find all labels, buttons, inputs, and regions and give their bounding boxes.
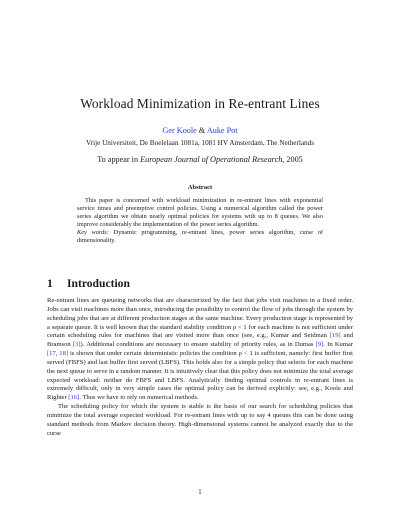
citation-link[interactable]: [3] [72,341,81,349]
author-separator: & [196,126,207,135]
p1-text-e: is shown that under certain deterministic policies the condition ρ < 1 is sufficient, namely: first buffer first served (FBFS) and last buffer first served (LBFS). This holds also for a simple policy that selects for each machine the next queue to serve in a random manner. It is intuitively clear that this policy does not minimize the total average expected workload: neither do FBFS and LBFS. Analytically finding optimal controls in re-entrant lines is extremely difficult, only in very simple cases the optimal policy can be derived explicitly: see, e.g., Koole and Righter [47,350,353,402]
body-text [47,297,353,439]
p1-text-d: . In Kumar [323,341,353,349]
p1-text-a: Re-entrant lines are queueing networks that are characterized by the fact that jobs visit machines in a fixed order. Jobs can visit machines more than once, introducing the possibility to control the flow of jobs through the system by scheduling jobs that are at different production stages at the same machine. Every production stage is represented by a separate queue. It is well known that the standard stability condition ρ < 1 for each machine is not sufficient under certain scheduling rules for machines that are visited more than once (see, e.g., Kumar and Seidman [47,297,353,340]
section-heading [47,277,130,290]
p1-text-c: ). Additional conditions are necessary to ensure stability of priority rules, as in Dumas [80,341,316,349]
publication-note [0,155,400,164]
author-line [0,126,400,135]
keywords-text: Dynamic programming, re-entrant lines, power series algorithm, curse of dimensionality. [77,229,324,245]
citation-link[interactable]: [9] [315,341,324,349]
citation-link[interactable]: [16] [68,394,80,402]
keywords-label: Key words: [77,229,109,237]
affiliation: Vrije Universiteit, De Boelelaan 1081a, 1081 HV Amsterdam, The Netherlands [85,139,315,147]
keywords-line [77,229,323,245]
p1-text-f: . Thus we have to rely on numerical methods. [79,394,199,402]
page-number: 1 [198,489,202,496]
abstract-block [77,197,323,246]
author-link-koole[interactable]: Ger Koole [162,126,197,135]
paragraph-1 [47,297,353,403]
appear-suffix: , 2005 [282,155,303,164]
section-number: 1 [47,277,53,290]
citation-link[interactable]: [17, 18] [47,350,69,358]
citation-link[interactable]: [19] [329,332,341,340]
paper-title: Workload Minimization in Re-entrant Lines [80,96,320,111]
author-link-pot[interactable]: Auke Pot [206,126,238,135]
p1-text-b: and Bramson [47,332,353,349]
paragraph-2: The scheduling policy for which the system is stable is the basis of our search for scheduling policies that minimize the total average expected workload. For re-entrant lines with up to say 4 queues this can be done using standard methods from Markov decision theory. High-dimensional systems cannot be analyzed exactly due to the curse [47,403,353,437]
appear-prefix: To appear in [97,155,141,164]
abstract-heading: Abstract [187,184,213,191]
section-title: Introduction [67,277,130,290]
journal-name: European Journal of Operational Research [140,155,283,164]
abstract-text: This paper is concerned with workload minimization in re-entrant lines with exponential service times and preemptive control policies. Using a numerical algorithm called the power series algorithm we obtain nearly optimal policies for systems with up to 8 queues. We also improve considerably the implementation of the power series algorithm. [77,197,323,229]
